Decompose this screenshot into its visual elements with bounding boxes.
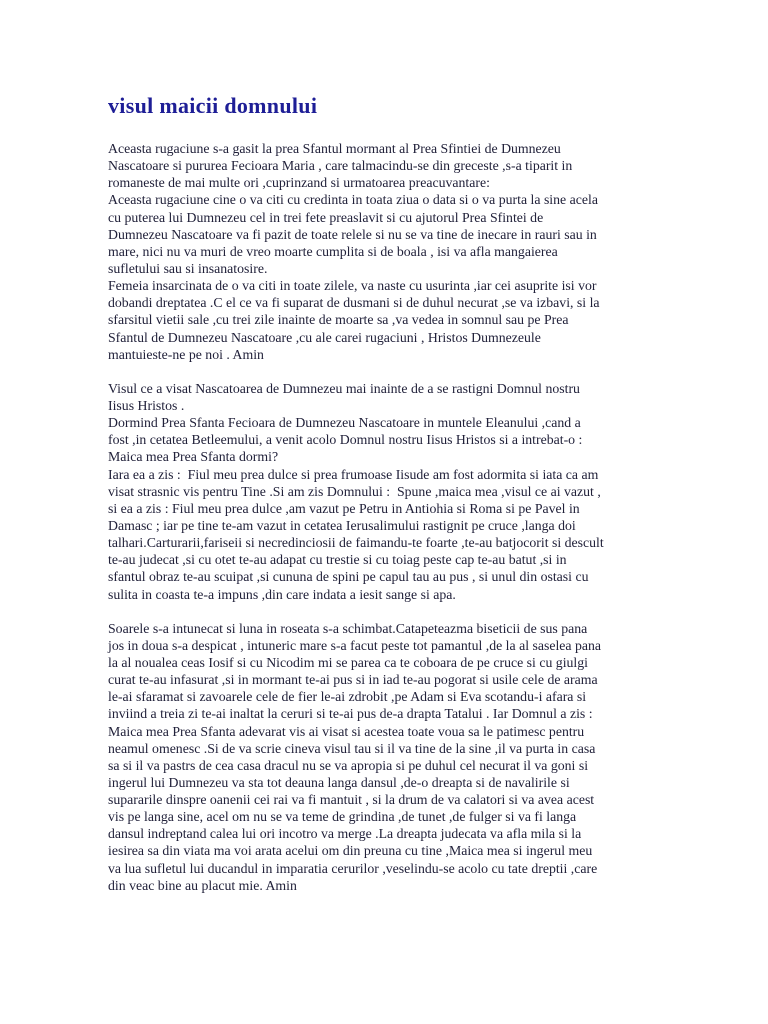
- text-line: le-ai sfaramat si zavoarele cele de fier le-ai zdrobit ,pe Adam si Eva scotandu-i afara si: [108, 689, 587, 705]
- text-line: si ea a zis : Fiul meu prea dulce ,am vazut pe Petru in Antiohia si Roma si pe Pavel in: [108, 500, 580, 516]
- text-line: mantuieste-ne pe noi . Amin: [108, 346, 264, 362]
- text-line: Dormind Prea Sfanta Fecioara de Dumnezeu Nascatoare in muntele Eleanului ,cand a: [108, 415, 581, 431]
- text-line: visat strasnic vis pentru Tine .Si am zis Domnului : Spune ,maica mea ,visul ce ai vazut ,: [108, 483, 601, 499]
- text-line: Aceasta rugaciune cine o va citi cu credinta in toata ziua o data si o va purta la sine acela: [108, 192, 598, 208]
- text-line: Aceasta rugaciune s-a gasit la prea Sfantul mormant al Prea Sfintiei de Dumnezeu: [108, 141, 561, 156]
- text-line: la al noualea ceas Iosif si cu Nicodim mi se parea ca te coboara de pe cruce si cu giulgi: [108, 654, 589, 670]
- text-line: Visul ce a visat Nascatoarea de Dumnezeu mai inainte de a se rastigni Domnul nostru: [108, 380, 580, 396]
- text-line: te-au judecat ,si cu otet te-au adapat cu trestie si cu toiag peste cap te-au batut ,si in: [108, 552, 567, 568]
- paragraph-block-closing: [108, 620, 678, 894]
- text-line: romaneste de mai multe ori ,cuprinzand si urmatoarea preacuvantare:: [108, 175, 490, 191]
- text-line: dansul indreptand calea lui ori incotro va merge .La dreapta judecata va afla mila si la: [108, 826, 582, 842]
- paragraph-block-vision: [108, 380, 678, 603]
- text-line: mare, nici nu va muri de vreo moarte cumplita si de boala , isi va afla mangaierea: [108, 243, 558, 259]
- text-line: sa si il va pastrs de cea casa dracul nu se va apropia si pe duhul cel necurat il va goni si: [108, 757, 589, 773]
- text-line: inviind a treia zi te-ai inaltat la ceruri si te-ai pus de-a drapta Tatalui . Iar Domnul a zis :: [108, 706, 593, 722]
- text-line: neamul omenesc .Si de va scrie cineva visul tau si il va tine de la sine ,il va purta in casa: [108, 740, 596, 756]
- text-line: Maica mea Prea Sfanta dormi?: [108, 449, 279, 465]
- text-line: fost ,in cetatea Betleemului, a venit acolo Domnul nostru Iisus Hristos si a intrebat-o :: [108, 432, 583, 448]
- text-line: Damasc ; iar pe tine te-am vazut in cetatea Ierusalimului rastignit pe cruce ,langa doi: [108, 517, 576, 533]
- text-line: talhari.Carturarii,fariseii si necredinciosii de faimandu-te foarte ,te-au batjocorit si descult: [108, 535, 604, 551]
- text-line: ingerul lui Dumnezeu va sta tot deauna langa dansul ,de-o dreapta si de navalirile si: [108, 774, 570, 790]
- text-line: din veac bine au placut mie. Amin: [108, 877, 297, 893]
- text-line: dobandi dreptatea .C el ce va fi suparat de dusmani si de duhul necurat ,se va izbavi, si la: [108, 295, 600, 311]
- text-line: Iara ea a zis : Fiul meu prea dulce si prea frumoase Iisude am fost adormita si iata ca am: [108, 466, 599, 482]
- text-line: supararile dinspre oanenii cei rai va fi mantuit , si la drum de va calatori si va avea acest: [108, 792, 595, 808]
- text-line: iesirea sa din viata ma voi arata acelui om din preuna cu tine ,Maica mea si ingerul meu: [108, 843, 593, 859]
- text-line: va lua sufletul lui ducandul in imparatia cerurilor ,veselindu-se acolo cu tate dreptii ,care: [108, 860, 598, 876]
- text-line: Nascatoare si pururea Fecioara Maria , care talmacindu-se din greceste ,s-a tiparit in: [108, 158, 573, 174]
- text-line: cu puterea lui Dumnezeu cel in trei fete preaslavit si cu ajutorul Prea Sfintei de: [108, 209, 544, 225]
- text-line: Dumnezeu Nascatoare va fi pazit de toate relele si nu se va tine de inecare in rauri sau in: [108, 226, 597, 242]
- text-line: Soarele s-a intunecat si luna in roseata s-a schimbat.Catapeteazma biseticii de sus pana: [108, 620, 588, 636]
- text-line: Maica mea Prea Sfanta adevarat vis ai visat si acestea toate voua sa le patimesc pentru: [108, 723, 585, 739]
- text-line: vis pe langa sine, acel om nu se va teme de grindina ,de tunet ,de fulger si va fi langa: [108, 809, 577, 825]
- text-line: jos in doua s-a despicat , intuneric mare s-a facut peste tot pamantul ,de la al saselea pana: [108, 637, 602, 653]
- text-line: Femeia insarcinata de o va citi in toate zilele, va naste cu usurinta ,iar cei asuprite isi vor: [108, 278, 597, 294]
- text-line: Sfantul de Dumnezeu Nascatoare ,cu ale carei rugaciuni , Hristos Dumnezeule: [108, 329, 541, 345]
- document-body: [108, 140, 678, 894]
- text-line: sufletului sau si insanatosire.: [108, 260, 268, 276]
- text-line: sfantul obraz te-au scuipat ,si cununa de spini pe capul tau au pus , si unul din ostasi cu: [108, 569, 589, 585]
- text-line: Iisus Hristos .: [108, 397, 185, 413]
- text-line: sfarsitul vietii sale ,cu trei zile inainte de moarte sa ,va vedea in somnul sau pe Prea: [108, 312, 569, 328]
- text-line: curat te-au infasurat ,si in mormant te-ai pus si in iad te-au pogorat si usile cele de arama: [108, 672, 598, 688]
- document-title: visul maicii domnului: [108, 93, 318, 118]
- text-line: sulita in coasta te-a impuns ,din care indata a iesit sange si apa.: [108, 586, 456, 602]
- paragraph-block-preface: [108, 140, 678, 363]
